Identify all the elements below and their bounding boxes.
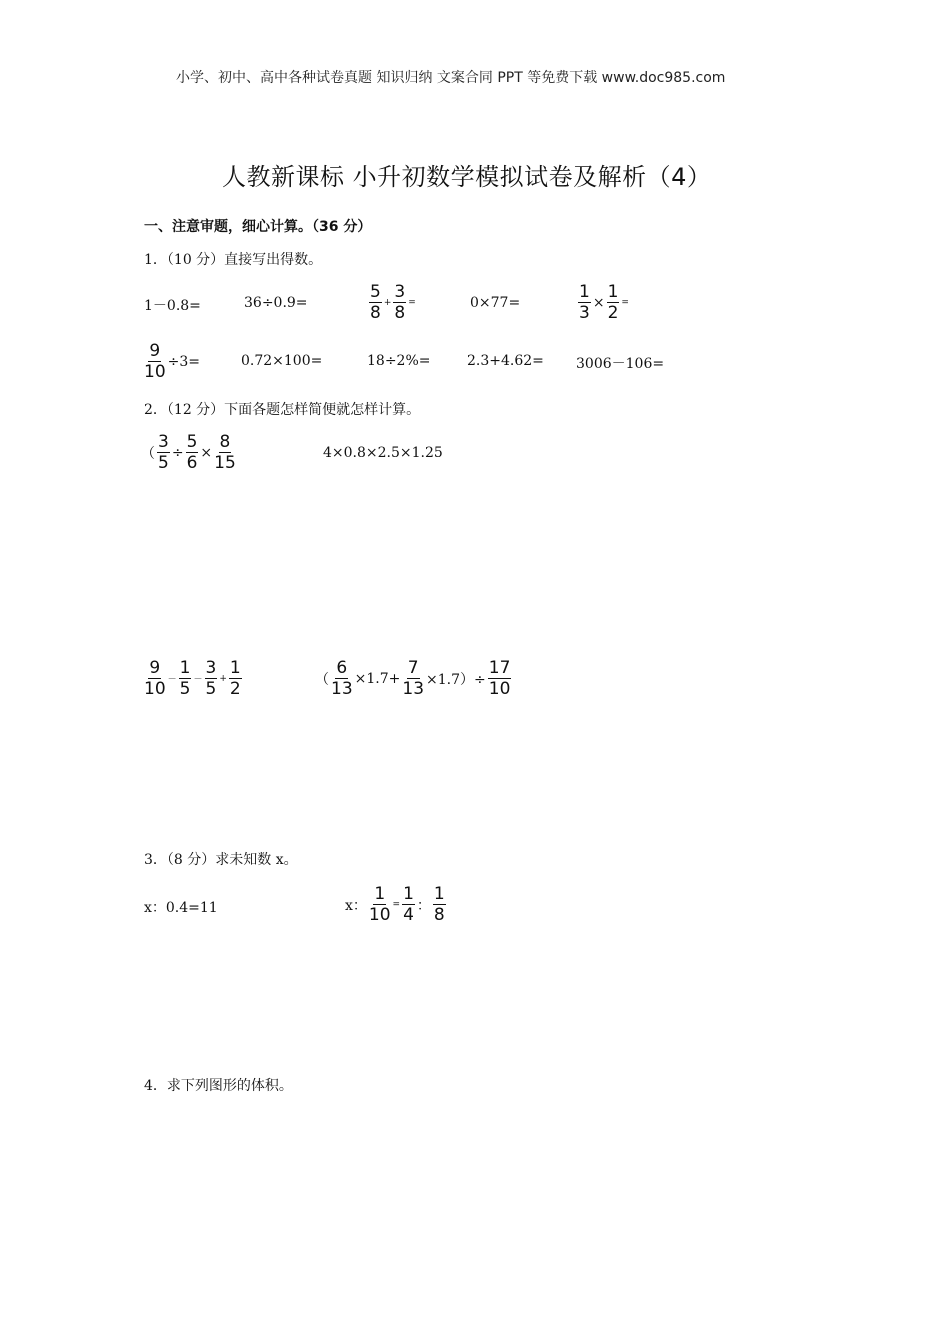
q2-expression-4 <box>314 659 512 698</box>
equals-sign: = <box>621 297 629 308</box>
q1-item-8: 18÷2%= <box>367 353 431 369</box>
q1-item-10: 3006－106= <box>576 356 665 372</box>
q1-item-1: 1－0.8= <box>144 298 201 314</box>
q3-equation-1: x：0.4=11 <box>144 900 218 916</box>
operator: ÷ <box>171 444 184 461</box>
fraction: $\frac{9}{10}$ <box>144 658 166 699</box>
q1-item-4: 0×77= <box>470 295 521 311</box>
section-1-heading: 一、注意审题，细心计算。（36 分） <box>144 219 372 235</box>
q4-heading: 4．求下列图形的体积。 <box>144 1078 293 1094</box>
fraction: $\frac{8}{15}$ <box>214 432 236 473</box>
q1-item-5 <box>577 283 630 322</box>
q1-item-6 <box>143 342 201 381</box>
fraction: $\frac{3}{5}$ <box>205 658 217 699</box>
q1-item-3 <box>368 283 417 322</box>
operator: ： <box>416 897 431 914</box>
q3-equation-2 <box>344 885 447 924</box>
q1-item-2: 36÷0.9= <box>244 295 308 311</box>
variable-prefix: x： <box>345 897 367 914</box>
fraction: $\frac{1}{8}$ <box>433 884 445 925</box>
operator: × <box>200 444 213 461</box>
q2-heading: 2．（12 分）下面各题怎样简便就怎样计算。 <box>144 402 421 418</box>
equals-sign: = <box>408 297 416 308</box>
fraction: $\frac{1}{4}$ <box>403 884 414 925</box>
operator: ×1.7）÷ <box>426 671 486 688</box>
operator: － <box>167 675 177 685</box>
fraction: $\frac{3}{5}$ <box>158 432 169 473</box>
equals-sign: = <box>392 899 401 910</box>
fraction: $\frac{5}{8}$ <box>370 282 381 323</box>
fraction: $\frac{6}{13}$ <box>331 658 353 699</box>
page-header: 小学、初中、高中各种试卷真题 知识归纳 文案合同 PPT 等免费下载 www.doc985.com <box>176 70 726 86</box>
operator: + <box>383 297 392 308</box>
bracket: （ <box>141 445 155 462</box>
fraction: $\frac{17}{10}$ <box>488 658 511 699</box>
q1-item-7: 0.72×100= <box>241 353 323 369</box>
q1-item-9: 2.3+4.62= <box>467 353 544 369</box>
fraction: $\frac{1}{10}$ <box>368 884 391 925</box>
fraction: $\frac{9}{10}$ <box>144 341 166 382</box>
operator: ÷3= <box>167 353 201 370</box>
q1-heading: 1．（10 分）直接写出得数。 <box>144 252 323 268</box>
operator: × <box>592 294 605 311</box>
operator: + <box>219 673 227 684</box>
bracket: （ <box>315 671 329 688</box>
fraction: $\frac{3}{8}$ <box>394 282 406 323</box>
fraction: $\frac{1}{2}$ <box>607 282 619 323</box>
q3-heading: 3．（8 分）求未知数 x。 <box>144 852 298 868</box>
q2-expression-3 <box>143 659 243 698</box>
fraction: $\frac{1}{5}$ <box>179 658 191 699</box>
fraction: $\frac{1}{3}$ <box>579 282 590 323</box>
q2-expression-2: 4×0.8×2.5×1.25 <box>323 445 443 461</box>
q2-expression-1 <box>140 433 237 472</box>
fraction: $\frac{7}{13}$ <box>402 658 425 699</box>
fraction: $\frac{5}{6}$ <box>186 432 198 473</box>
operator: － <box>193 675 203 685</box>
operator: ×1.7+ <box>354 670 401 687</box>
page-title: 人教新课标 小升初数学模拟试卷及解析（4） <box>222 163 712 191</box>
fraction: $\frac{1}{2}$ <box>229 658 241 699</box>
